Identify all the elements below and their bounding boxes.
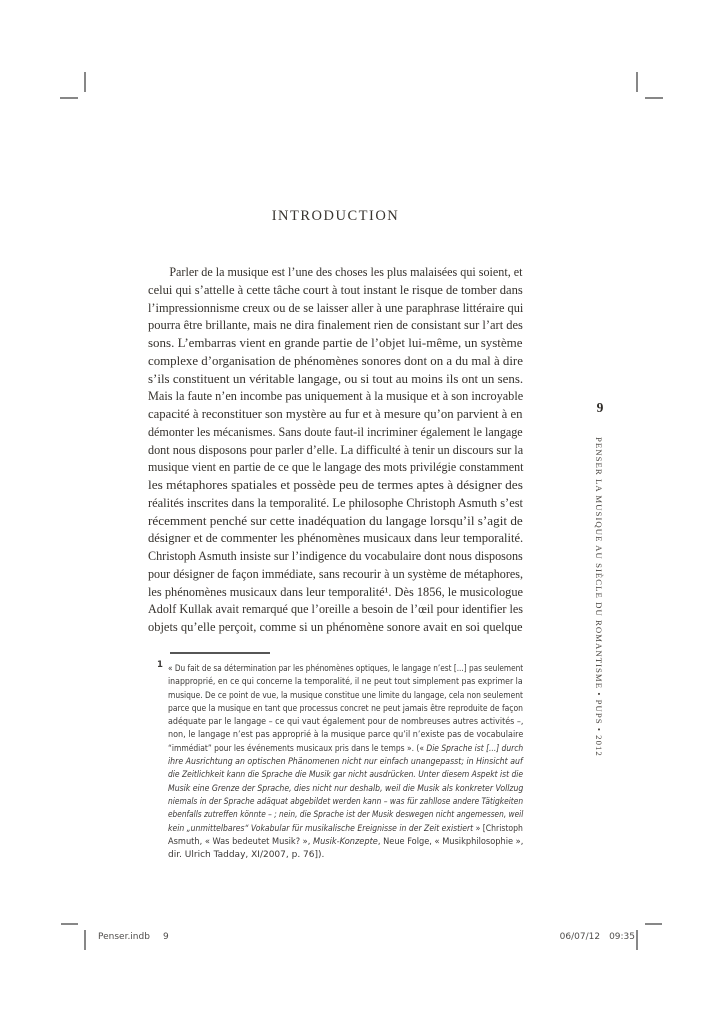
footnote-text-line: niemals in der Sprache adäquat abgebildet werden kann – was für zahllose andere Tätigkeiten [168,796,524,807]
footnote-text-line: ebenfalls zutreffen könnte – ; nein, die Sprache ist der Musik deswegen nicht angemessen, weil [168,810,524,821]
body-text-line: démonter les mécanismes. Sans doute faut-il incriminer également le langage [148,424,523,439]
print-time: 09:35 [609,932,635,942]
crop-mark-top-left-vertical [84,72,86,92]
crop-mark-top-right-vertical [636,72,638,92]
footnote [148,659,524,861]
printer-footer-left [98,932,169,942]
body-text-line: pour désigner de façon immédiate, sans recourir à un système de métaphores, [148,566,524,581]
footnote-text-line: “immédiat” pour les événements musicaux pris dans le temps ». (« Die Sprache ist [...] durch [168,743,524,754]
footnote-text-line: kein „unmittelbares“ Vokabular für musikalische Ereignisse in der Zeit existiert » [Christoph [168,823,523,834]
body-text-line: s’ils constituent un véritable langage, ou si tout au moins ils ont un sens. [148,371,524,386]
footnote-text-line: inapproprié, en ce qui concerne la temporalité, il ne peut tout simplement pas exprimer la [168,677,523,688]
crop-mark-bottom-left-vertical [84,930,86,950]
footnote-text-line: die Zeitlichkeit kann die Sprache die Musik gar nicht ausdrücken. Unter diesem Aspekt ist die [168,770,524,781]
body-paragraph [148,263,523,636]
body-text-line: désigner et de commenter les phénomènes musicaux dans leur temporalité. [148,531,524,546]
body-text-line: réalités inscrites dans la temporalité. Le philosophe Christoph Asmuth s’est [148,495,524,510]
footnote-text-line: Asmuth, « Was bedeutet Musik? », Musik-Konzepte, Neue Folge, « Musikphilosophie », [168,836,524,847]
body-text-line: sons. L’embarras vient en grande partie de l’objet lui-même, un système [148,336,523,350]
footnote-text-line: musique. De ce point de vue, la musique constitue une limite du langage, cela non seulement [168,690,523,701]
body-text-line: Adolf Kullak avait remarqué que l’oreille a besoin de l’œil pour identifier les [148,602,523,617]
body-text-line: Mais la faute n’en incombe pas uniquement à la musique et à son incroyable [148,389,524,404]
body-text-line: les phénomènes musicaux dans leur temporalité¹. Dès 1856, le musicologue [148,584,524,599]
body-text-line: Parler de la musique est l’une des choses les plus malaisées qui soient, et [169,265,523,279]
printer-footer-right [560,932,635,942]
body-text-line: pourra être brillante, mais ne dira finalement rien de consistant sur l’art des [148,318,523,333]
printer-filename: Penser.indb [98,932,150,942]
crop-mark-bottom-right-vertical [636,930,638,950]
body-text-line: dont nous disposons pour parler d’elle. La difficulté à tenir un discours sur la [148,442,524,457]
footnote-text-line: non, le langage n’est pas approprié à la musique parce qu’il n’existe pas de vocabulaire [168,730,524,741]
crop-mark-bottom-right-horizontal [645,923,662,925]
body-text-line: l’impressionnisme creux ou de se laisser aller à une paraphrase littéraire qui [148,300,524,315]
body-text-line: les métaphores spatiales et possède peu de termes aptes à désigner des [148,478,523,492]
printer-page: 9 [162,932,169,942]
crop-mark-top-left-horizontal [60,97,78,99]
body-text-line: objets qu’elle perçoit, comme si un phénomène sonore avait en soi quelque [148,620,523,634]
body-text-line: celui qui s’attelle à cette tâche court à tout instant le risque de tomber dans [148,282,523,297]
crop-mark-top-right-horizontal [645,97,663,99]
page-number: 9 [596,400,604,415]
footnote-text-line: ihre Ausrichtung an optischen Phänomenen nicht nur einfach unangepasst; in Hinsicht auf [168,757,523,768]
chapter-title: INTRODUCTION [271,208,400,224]
body-text-line: complexe d’organisation de phénomènes sonores dont on a du mal à dire [148,353,523,368]
body-text-line: musique vient en partie de ce que le langage des mots privilégie constamment [148,460,524,475]
footnote-rule [170,652,270,654]
body-text-line: récemment penché sur cette inadéquation du langage lorsqu’il s’agit de [148,513,523,528]
running-head: PENSER LA MUSIQUE AU SIÈCLE DU ROMANTISME • PUPS • 2012 [594,437,604,757]
footnote-text-line: dir. Ulrich Tadday, XI/2007, p. 76]). [168,850,325,861]
footnote-text-line: Musik eine Grenze der Sprache, dies nicht nur deshalb, weil die Musik als konkreter Vollzug [168,783,524,794]
footnote-text-line: « Du fait de sa détermination par les phénomènes optiques, le langage n’est [...] pas seulement [168,664,524,674]
footnote-number: 1 [157,660,163,670]
footnote-text-line: parce que la musique en tant que processus concret ne peut jamais être reproduite de façon [168,703,523,714]
body-text-line: capacité à reconstituer son mystère au fur et à mesure qu’on parvient à en [148,407,523,421]
print-date: 06/07/12 [559,932,601,942]
body-text-line: Christoph Asmuth insiste sur l’indigence du vocabulaire dont nous disposons [148,549,523,563]
footnote-text-line: adéquate par le langage – ce qui vaut également pour de nombreuses autres activités –, [168,717,524,728]
crop-mark-bottom-left-horizontal [61,923,78,925]
